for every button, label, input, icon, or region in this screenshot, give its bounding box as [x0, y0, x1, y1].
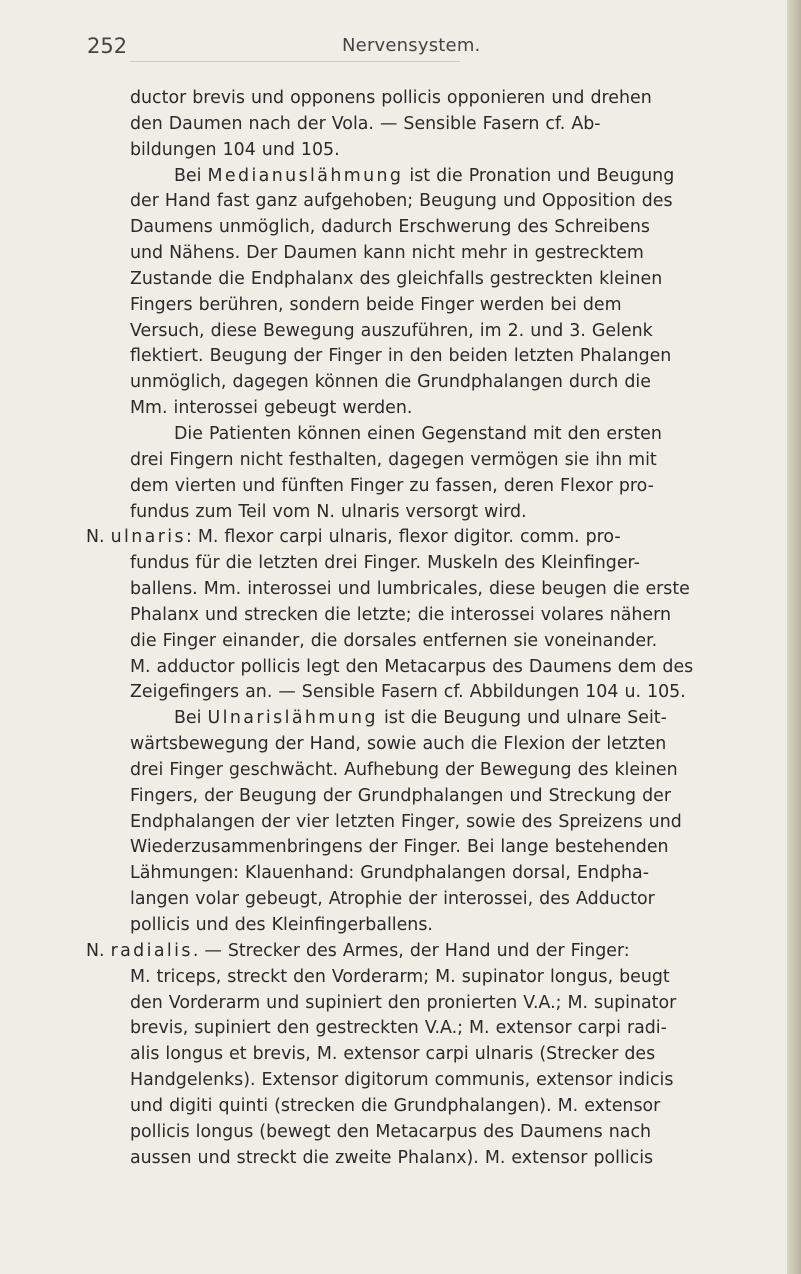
body-text — [86, 86, 786, 1171]
text-line — [86, 370, 786, 396]
line-text: aussen und streckt die zweite Phalanx). M. extensor pollicis — [130, 1147, 654, 1168]
spaced-term: radialis — [110, 940, 193, 961]
text-line — [86, 939, 786, 965]
text-line — [86, 810, 786, 836]
line-text: Die Patienten können einen Gegenstand mit den ersten — [174, 423, 662, 444]
line-text: fundus zum Teil vom N. ulnaris versorgt wird. — [130, 501, 527, 522]
line-text: ist die Beugung und ulnare Seit- — [377, 708, 667, 729]
line-text: flektiert. Beugung der Finger in den beiden letzten Phalangen — [130, 346, 672, 367]
line-text: pollicis longus (bewegt den Metacarpus des Daumens nach — [130, 1121, 652, 1142]
line-text: Fingers, der Beugung der Grundphalangen und Streckung der — [130, 785, 671, 806]
text-line — [86, 680, 786, 706]
line-lead: Bei — [174, 708, 208, 729]
line-lead: Bei — [174, 165, 208, 186]
line-text: : M. flexor carpi ulnaris, flexor digitor. comm. pro- — [185, 527, 621, 548]
text-line — [86, 164, 786, 190]
line-text: langen volar gebeugt, Atrophie der interossei, des Adductor — [130, 889, 655, 910]
text-line — [86, 655, 786, 681]
text-line — [86, 1120, 786, 1146]
text-line — [86, 603, 786, 629]
line-text: brevis, supiniert den gestreckten V.A.; M. extensor carpi radi- — [130, 1018, 667, 1039]
text-line — [86, 758, 786, 784]
text-line — [86, 861, 786, 887]
line-text: wärtsbewegung der Hand, sowie auch die Flexion der letzten — [130, 734, 667, 755]
line-lead: N. — [86, 527, 111, 548]
spaced-term: ulnaris — [110, 527, 186, 548]
text-line — [86, 396, 786, 422]
line-text: dem vierten und fünften Finger zu fassen, deren Flexor pro- — [130, 475, 654, 496]
text-line — [86, 835, 786, 861]
text-line — [86, 138, 786, 164]
text-line — [86, 267, 786, 293]
line-text: Handgelenks). Extensor digitorum communis, extensor indicis — [130, 1070, 674, 1091]
text-line — [86, 887, 786, 913]
line-text: Zeigefingers an. — Sensible Fasern cf. Abbildungen 104 u. 105. — [130, 682, 686, 703]
line-text: Daumens unmöglich, dadurch Erschwerung des Schreibens — [130, 217, 650, 238]
text-line — [86, 784, 786, 810]
line-text: und Nähens. Der Daumen kann nicht mehr in gestrecktem — [130, 243, 644, 264]
text-line — [86, 86, 786, 112]
line-text: bildungen 104 und 105. — [130, 139, 340, 160]
line-text: ist die Pronation und Beugung — [403, 165, 675, 186]
text-line — [86, 422, 786, 448]
line-text: Lähmungen: Klauenhand: Grundphalangen dorsal, Endpha- — [130, 863, 649, 884]
line-lead: N. — [86, 940, 111, 961]
line-text: drei Fingern nicht festhalten, dagegen vermögen sie ihn mit — [130, 449, 657, 470]
spaced-term: Medianuslähmung — [207, 165, 404, 186]
page-edge — [787, 0, 801, 1274]
line-text: Phalanx und strecken die letzte; die interossei volares nähern — [130, 604, 671, 625]
text-line — [86, 965, 786, 991]
text-line — [86, 525, 786, 551]
line-text: Versuch, diese Bewegung auszuführen, im 2. und 3. Gelenk — [130, 320, 653, 341]
line-text: ductor brevis und opponens pollicis opponieren und drehen — [130, 88, 652, 108]
text-line — [86, 344, 786, 370]
text-line — [86, 319, 786, 345]
text-line — [86, 241, 786, 267]
line-text: fundus für die letzten drei Finger. Muskeln des Kleinfinger- — [130, 553, 640, 574]
line-text: pollicis und des Kleinfingerballens. — [130, 915, 433, 935]
line-text: der Hand fast ganz aufgehoben; Beugung und Opposition des — [130, 191, 673, 212]
line-text: ballens. Mm. interossei und lumbricales, diese beugen die erste — [130, 579, 690, 600]
text-line — [86, 706, 786, 732]
line-text: den Daumen nach der Vola. — Sensible Fasern cf. Ab- — [130, 113, 601, 134]
text-line — [86, 1068, 786, 1094]
text-line — [86, 189, 786, 215]
text-line — [86, 913, 786, 939]
page-header — [0, 34, 801, 64]
line-text: Endphalangen der vier letzten Finger, sowie des Spreizens und — [130, 811, 682, 832]
text-line — [86, 500, 786, 526]
running-head: Nervensystem. — [342, 35, 481, 56]
header-rule — [130, 61, 460, 62]
line-text: drei Finger geschwächt. Aufhebung der Bewegung des kleinen — [130, 759, 678, 780]
text-line — [86, 991, 786, 1017]
text-line — [86, 474, 786, 500]
text-line — [86, 732, 786, 758]
page-number: 252 — [87, 34, 128, 58]
text-line — [86, 1146, 786, 1172]
line-text: . — Strecker des Armes, der Hand und der Finger: — [192, 940, 630, 961]
spaced-term: Ulnarislähmung — [207, 708, 378, 729]
text-line — [86, 112, 786, 138]
line-text: und digiti quinti (strecken die Grundphalangen). M. extensor — [130, 1095, 661, 1116]
text-line — [86, 448, 786, 474]
text-line — [86, 1016, 786, 1042]
line-text: Wiederzusammenbringens der Finger. Bei lange bestehenden — [130, 837, 669, 858]
line-text: die Finger einander, die dorsales entfernen sie voneinander. — [130, 630, 658, 651]
line-text: unmöglich, dagegen können die Grundphalangen durch die — [130, 372, 651, 393]
text-line — [86, 293, 786, 319]
text-line — [86, 577, 786, 603]
line-text: Fingers berühren, sondern beide Finger werden bei dem — [130, 294, 622, 315]
line-text: alis longus et brevis, M. extensor carpi ulnaris (Strecker des — [130, 1044, 656, 1065]
line-text: Mm. interossei gebeugt werden. — [130, 398, 413, 419]
text-line — [86, 215, 786, 241]
text-line — [86, 1042, 786, 1068]
text-line — [86, 629, 786, 655]
line-text: den Vorderarm und supiniert den pronierten V.A.; M. supinator — [130, 992, 677, 1013]
line-text: M. triceps, streckt den Vorderarm; M. supinator longus, beugt — [130, 966, 670, 987]
line-text: M. adductor pollicis legt den Metacarpus des Daumens dem des — [130, 656, 694, 677]
text-line — [86, 551, 786, 577]
text-line — [86, 1094, 786, 1120]
line-text: Zustande die Endphalanx des gleichfalls gestreckten kleinen — [130, 268, 663, 289]
